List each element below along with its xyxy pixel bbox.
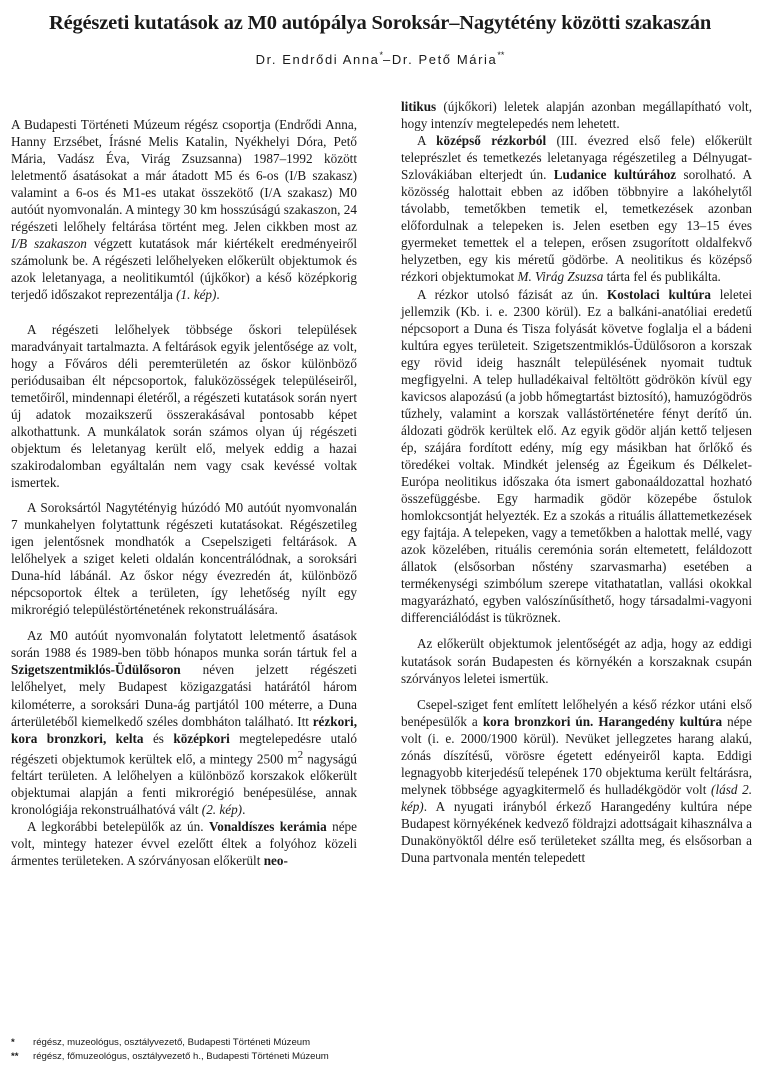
bold-run: középkori [173,730,230,746]
footnote [11,1050,391,1064]
text-run: (újkőkori) leletek alapján azonban megállapítható volt, hogy intenzív megtelepedés nem lehetett. [401,99,752,132]
bold-run: rézkori, kora bronzkori, kelta [11,713,357,746]
text-run: tárta fel és publikálta. [603,269,721,285]
article-title: Régészeti kutatások az M0 autópálya Soroksár–Nagytétény közötti szakaszán [48,12,712,34]
paragraph: A Soroksártól Nagytétényig húzódó M0 autóút nyomvonalán 7 munkahelyen folytattunk régészeti kutatásokat. Régészetileg igen jelentősnek mondhatók a Csepelszigeti feltárások. A lelőhelyek a sziget keleti oldalán koncentrálódnak, a soroksári Duna-híd lábánál. Az őskor négy évezredén át, különböző népcsoportok éltek a területen, így lehetőség nyílt egy mikrorégió településtörténetének rekonstruálására. [11,499,357,618]
author-name: Dr. Pető Mária [391,52,498,67]
author-line [0,50,760,67]
bold-run: neo- [263,853,288,869]
author-separator: – [383,52,392,67]
footnote-mark: * [11,1037,15,1048]
bold-run: Ludanice kultúrához [553,167,677,183]
footnote-marker: ** [497,50,505,60]
bold-run: litikus [401,99,437,114]
text-run: Az M0 autóút nyomvonalán folytatott leletmentő ásatások során 1988 és 1989-ben több hónapos munka során tártuk fel a [11,628,357,661]
text-run: nagyságú feltárt területen. A lelőhelyen a különböző korszakok előkerült objektumai alapján a fenti mikrorégió benépesülése, annak kronológiája rekonstruálhatóvá vált [11,751,357,818]
right-column [401,98,752,866]
paragraph [11,818,357,869]
figure-reference: (1. kép) [176,287,217,303]
paragraph [401,696,752,866]
text-run: sorolható. A közösség halottait ebben az időben többnyire a lakóhelytől távolabb, temetőkben temetik el, temetkezések azonban előfordulnak a telepeken is. Jelen esetben egy 13–15 éves gyermeket temettek el a telepen, erősen zsugorított oldalfekvő helyzetben, egy kis méretű gödörbe. A neolitikus és középső rézkori objektumokat [401,167,752,285]
paragraph [401,98,752,132]
footnote-marker: * [379,50,384,60]
footnote-mark: ** [11,1051,19,1062]
paragraph [401,132,752,285]
text-run: megtelepedésre utaló régészeti objektumok kerültek elő, a mintegy 2500 m [11,730,357,767]
text-run: . [216,287,220,303]
text-run: leletei jellemzik (Kb. i. e. 2300 körül). Ez a balkáni-anatóliai eredetű népcsoport a Duna és Tisza folyását követve foglalja el a bádeni kultúra egyes területeit. Szigetszentmiklós-Üdülősoron a korszak egy rövid ideig használt településének nyomait tudtuk megfigyelni. A telep hulladékaival feltöltött gödrökön kívül egy kavicsos alapozású (a jobb hőmegtartást biztosító), hamuzógödrös tűzhely, valamint a korszak vallástörténetére fényt derítő ún. áldozati gödrök kerültek elő. Az egyik gödör alján kettő teljesen ép, szájára fordított edény, míg egy másikban hat őrlőkő és töredékei voltak. Mindkét jelenség az Égeikum és Délkelet-Európa neolitikus időszaka óta ismert gabonaáldozattal hozható összefüggésbe. Egy harmadik gödör közepébe őstulok homlokcsontját helyezték. Ez a szokás a rituális állattemetkezések egy fajtája. A telepeken, vagy a temetőkben a halottak mellé, vagy azok közelében, rituális ceremónia során eltemetett, feláldozott állatok (elsősorban nőstény szarvasmarha) esetében a termékenységi szimbólum szerepe vitathatatlan, vallási okokkal magyarázható, egyben valószínűsíthető, hogy társadalmi-vagyoni differenciálódást is tükröznek. [401,286,752,626]
superscript: 2 [297,748,304,761]
italic-run: I/B szakaszon [11,236,87,252]
paragraph [401,286,752,627]
text-run: . A nyugati irányból érkező Harangedény kultúra népe Budapest környékének kedvező földrajzi adottságait kihasználva a Dunakönyöktől délre eső területeket szállta meg, és elsősorban a Duna partvonala mentén telepedett [401,798,752,866]
bold-run: Kostolaci kultúra [606,286,711,302]
text-run: néven jelzett régészeti lelőhelyet, mely Budapest közigazgatási határától három kilométerre, a soroksári Duna-ág partjától 100 méterre, a Duna árterületéből kiemelkedő széles dombháton található. Itt [11,662,357,729]
text-run: A rézkor utolsó fázisát az ún. [417,286,607,302]
bold-run: Szigetszentmiklós-Üdülősoron [11,662,181,678]
bold-run: kora bronzkori ún. Harangedény kultúra [482,713,723,729]
footnote-text: régész, muzeológus, osztályvezető, Budapesti Történeti Múzeum [33,1037,311,1048]
bold-run: Vonaldíszes kerámia [208,819,327,835]
footnote [11,1036,391,1050]
text-run: Csepel-sziget fent említett lelőhelyén a késő rézkor utáni első benépesülők a [401,696,752,729]
text-run: és [143,730,174,746]
text-run: A legkorábbi betelepülők az ún. [27,819,209,835]
bold-run: középső rézkorból [436,133,547,149]
text-run: (III. évezred első fele) előkerült teleprészlet és temetkezés leletanyaga régészetileg a Délnyugat-Szlovákiában elterjedt ún. [401,133,753,183]
figure-reference: (lásd 2. kép) [401,781,752,814]
text-run: A Budapesti Történeti Múzeum régész csoportja (Endrődi Anna, Hanny Erzsébet, Írásné Melis Katalin, Nyékhelyi Dóra, Pető Mária, Vadász Éva, Virág Zsuzsanna) 1987–1992 között leletmentő ásatásokat a már átadott M5 és 6-os (I/B szakasz) valamint a 6-os és M1-es utakat összekötő (I/A szakasz) M0 autóút nyomvonalán. A mintegy 30 km hosszúságú szakaszon, 24 régészeti lelőhely feltárása történt meg. Jelen cikkben most az [11,117,357,235]
text-run: végzett kutatások már kiértékelt eredményeiről számolunk be. A régészeti lelőhelyeken előkerült objektumok és azok leletanyaga, a neolitikumtól (újkőkor) a késő középkorig terjedő időszakot reprezentálja [11,236,357,303]
paragraph [11,627,357,818]
footnote-text: régész, főmuzeológus, osztályvezető h., Budapesti Történeti Múzeum [33,1051,329,1062]
footnotes [11,1036,391,1064]
text-run: . [242,802,246,818]
paragraph [11,116,357,304]
text-run: népe volt (i. e. 2000/1900 körül). Nevüket jellegzetes harang alakú, zónás díszítésű, vörösre égetett edényeiről kapta. Eddigi legnagyobb kiterjedésű telepének 170 objektuma került feltárásra, melynek többsége agyagkitermelő és hulladékgödör volt [401,713,753,797]
text-run: A [417,133,437,149]
author-name: Dr. Endrődi Anna [255,52,380,67]
figure-reference: (2. kép) [201,802,243,818]
paragraph: A régészeti lelőhelyek többsége őskori települések maradványait tartalmazta. A feltárások egyik jelentősége az volt, hogy a Főváros déli peremterületén az őskor különböző periódusaiban élt népcsoportok, faluközösségek településeiről, temetőiről, mindennapi életéről, a régészeti kutatások során nyert új adatok mozaikszerű összerakásával pontosabb képet alkothattunk. A munkálatok során számos olyan új régészeti objektum és leletanyag került elő, melyek eddig a hazai szakirodalomban egyáltalán nem vagy csak kevéssé voltak ismertek. [11,321,357,490]
paragraph: Az előkerült objektumok jelentőségét az adja, hogy az eddigi kutatások során Budapesten és környékén a korszaknak csupán szórványos leletei ismertük. [401,636,752,686]
left-column [11,116,357,869]
italic-run: M. Virág Zsuzsa [517,269,604,285]
text-run: népe volt, mintegy hatezer évvel ezelőtt éltek a folyóhoz közeli ármentes területeken. A szórványosan előkerült [11,819,357,869]
